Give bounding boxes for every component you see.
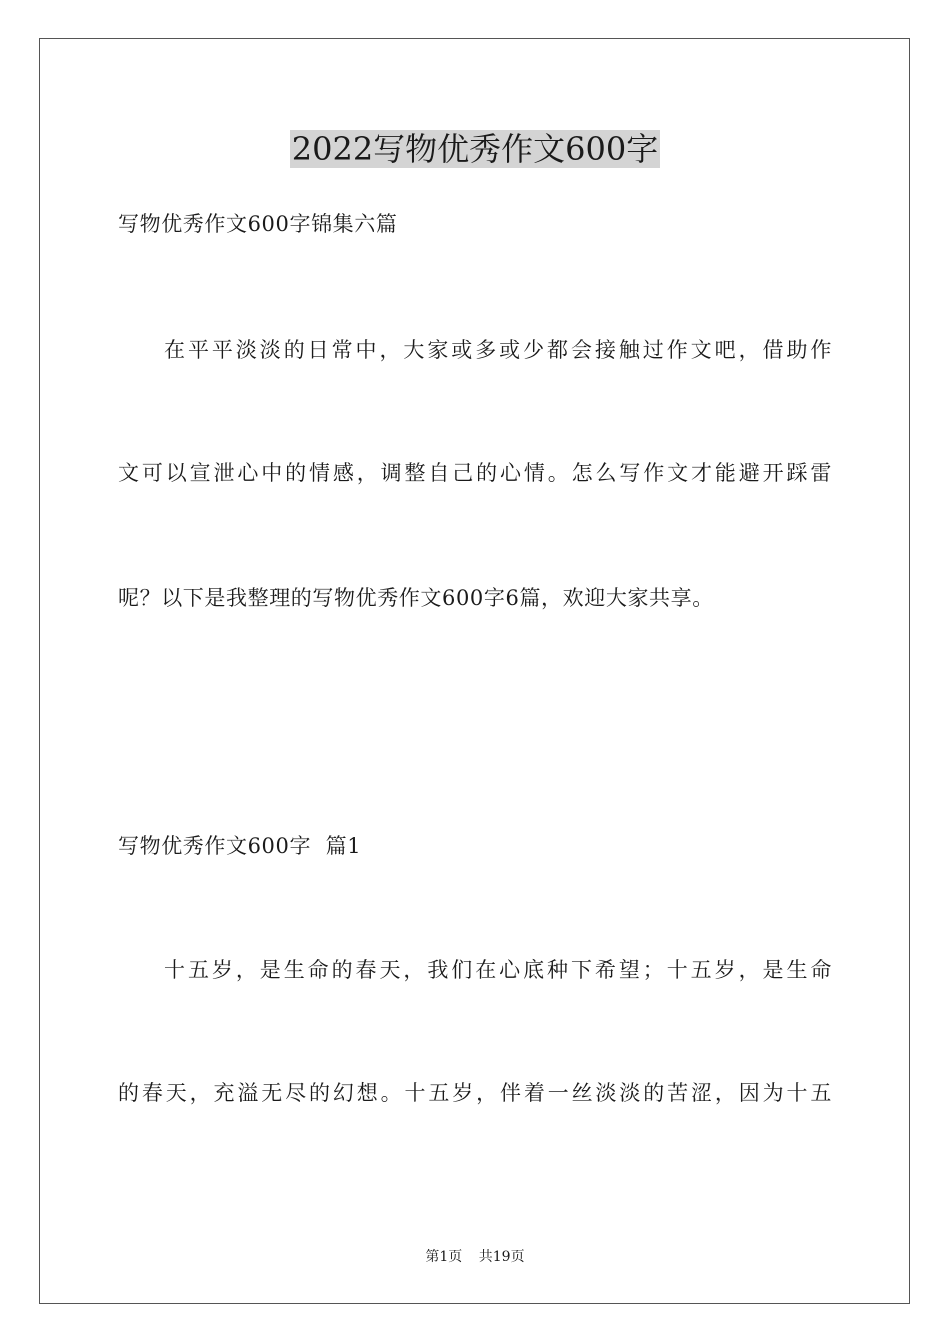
document-subtitle: 写物优秀作文600字锦集六篇 (118, 212, 398, 236)
page-footer (0, 1247, 950, 1267)
intro-line-3: 呢？以下是我整理的写物优秀作文600字6篇，欢迎大家共享。 (118, 586, 714, 610)
section-line-2: 的春天，充溢无尽的幻想。十五岁，伴着一丝淡淡的苦涩，因为十五 (118, 1081, 832, 1105)
section-heading: 写物优秀作文600字 篇1 (118, 834, 362, 858)
page-number: 第1页 (425, 1249, 463, 1265)
document-title-text: 2022写物优秀作文600字 (291, 130, 659, 168)
intro-line-1: 在平平淡淡的日常中，大家或多或少都会接触过作文吧，借助作 (164, 338, 832, 362)
section-line-1: 十五岁，是生命的春天，我们在心底种下希望；十五岁，是生命 (164, 958, 832, 982)
document-title (0, 128, 950, 170)
page-total: 共19页 (478, 1249, 525, 1265)
intro-line-2: 文可以宣泄心中的情感，调整自己的心情。怎么写作文才能避开踩雷 (118, 461, 832, 485)
